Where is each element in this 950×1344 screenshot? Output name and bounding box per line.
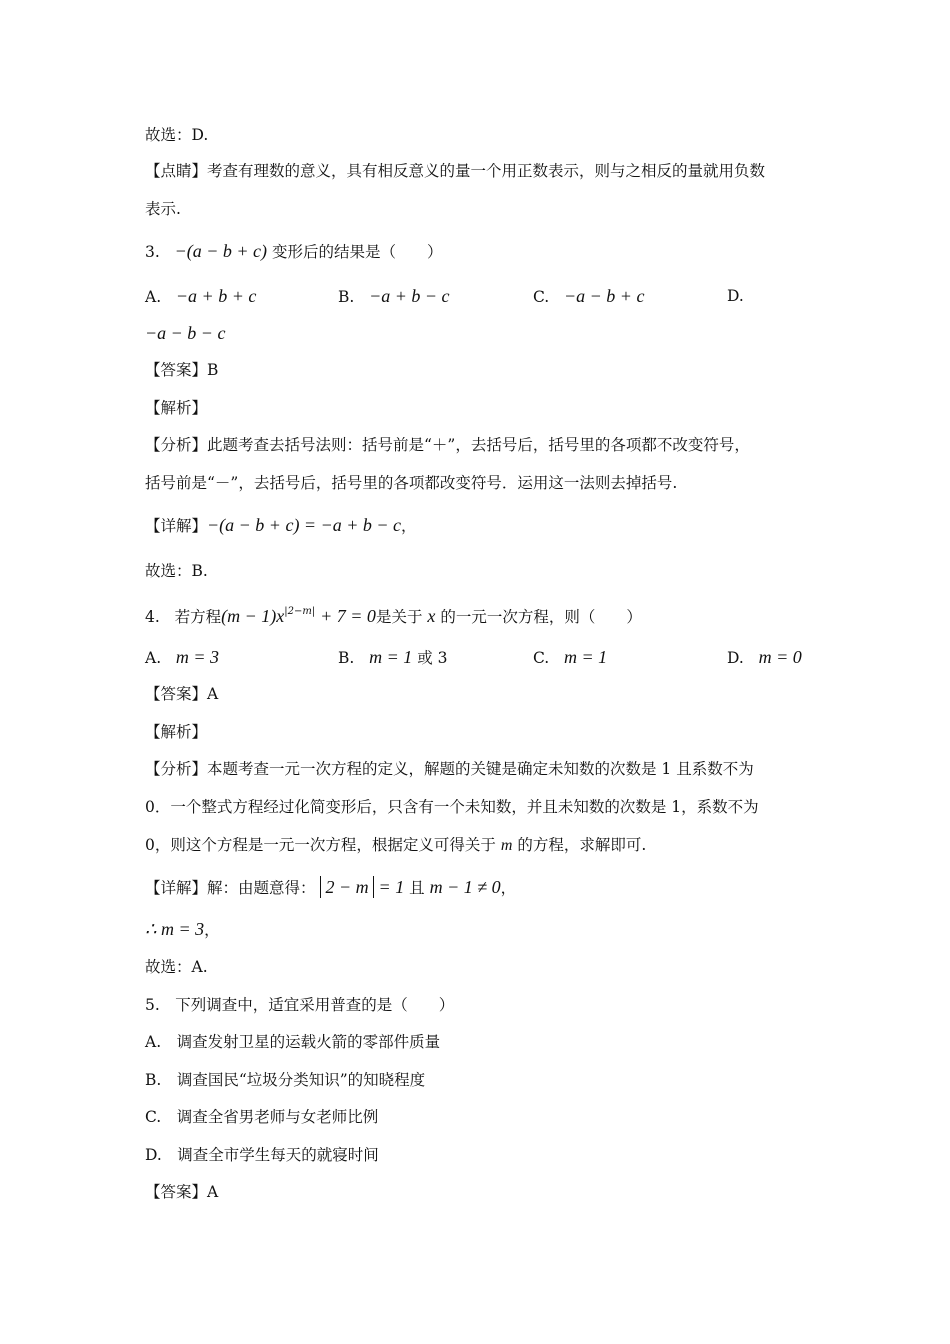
- fenxi-4-line-3: [145, 834, 646, 857]
- answer-5: 【答案】A: [145, 1183, 219, 1201]
- dianjing-line-2: 表示.: [145, 200, 181, 218]
- option-math: −a + b + c: [175, 286, 257, 306]
- option-d: [727, 646, 802, 669]
- punct: ，: [500, 879, 517, 897]
- option-d-value: [145, 322, 225, 345]
- punct: ，: [401, 517, 417, 535]
- jiexi-3: 【解析】: [145, 399, 208, 417]
- option-label: A.: [145, 288, 162, 306]
- jiexi-4: 【解析】: [145, 723, 208, 741]
- therefore-4: [145, 918, 220, 941]
- question-number: 4.: [145, 608, 160, 626]
- question-3: [145, 240, 442, 263]
- math-var: x: [427, 606, 436, 626]
- option-label: A.: [145, 649, 162, 667]
- option-label: B.: [338, 649, 355, 667]
- fenxi-4-line-2: 0．一个整式方程经过化简变形后，只含有一个未知数，并且未知数的次数是 1，系数不为: [145, 798, 759, 816]
- xiangjie-3: [145, 514, 417, 537]
- answer-3: 【答案】B: [145, 361, 219, 379]
- math-expression: + 7 = 0: [320, 606, 376, 626]
- option-label: D.: [727, 287, 744, 305]
- option-math: −a + b − c: [369, 286, 450, 306]
- math-expression: = 1: [378, 877, 405, 897]
- option-b: B. 调查国民“垃圾分类知识”的知晓程度: [145, 1071, 426, 1089]
- xiangjie-label: 【详解】: [145, 517, 208, 535]
- option-label: C.: [533, 288, 550, 306]
- question-text: 变形后的结果是（ ）: [271, 243, 443, 261]
- math-expression: −(a − b + c) = −a + b − c: [207, 515, 402, 535]
- question-number: 3.: [145, 243, 160, 261]
- guxuan-3: 故选：B.: [145, 562, 208, 580]
- fenxi-4-line-1: 【分析】本题考查一元一次方程的定义，解题的关键是确定未知数的次数是 1 且系数不为: [145, 760, 754, 778]
- option-b: [338, 646, 448, 669]
- option-label: C.: [533, 649, 550, 667]
- option-label: D.: [727, 649, 744, 667]
- option-math: −a − b + c: [564, 286, 645, 306]
- option-c: C. 调查全省男老师与女老师比例: [145, 1108, 379, 1126]
- math-exponent: |2−m|: [284, 606, 316, 617]
- option-math: m = 1: [564, 647, 608, 667]
- dianjing-line-1: 【点睛】考查有理数的意义，具有相反意义的量一个用正数表示，则与之相反的量就用负数: [145, 162, 766, 180]
- option-math: −a − b − c: [145, 323, 226, 343]
- math-expression: m − 1 ≠ 0: [429, 877, 501, 897]
- option-d: D. 调查全市学生每天的就寝时间: [145, 1146, 379, 1164]
- xiangjie-label: 【详解】解：由题意得：: [145, 879, 316, 897]
- xiangjie-4: [145, 876, 516, 899]
- option-a: [145, 285, 256, 308]
- option-a: A. 调查发射卫星的运载火箭的零部件质量: [145, 1033, 441, 1051]
- fenxi-3-line-2: 括号前是“－”，去括号后，括号里的各项都改变符号．运用这一法则去掉括号.: [145, 474, 678, 492]
- option-a: [145, 646, 219, 669]
- question-text: 的一元一次方程，则（ ）: [440, 608, 642, 626]
- answer-4: 【答案】A: [145, 685, 219, 703]
- option-c: [533, 646, 607, 669]
- question-4: [145, 601, 642, 628]
- punct: ，: [204, 921, 220, 939]
- math-expression: ∴ m = 3: [145, 919, 205, 939]
- question-text: 是关于: [375, 608, 423, 626]
- text: 且: [409, 879, 425, 897]
- text: 的方程，求解即可.: [517, 836, 647, 854]
- option-text: 或 3: [417, 649, 448, 667]
- math-expression: −(a − b + c): [174, 241, 267, 261]
- fenxi-3-line-1: 【分析】此题考查去括号法则：括号前是“＋”，去括号后，括号里的各项都不改变符号，: [145, 436, 750, 454]
- text-line-guxuan-d: 故选：D.: [145, 126, 209, 144]
- guxuan-4: 故选：A.: [145, 958, 208, 976]
- option-b: [338, 285, 450, 308]
- option-c: [533, 285, 644, 308]
- math-expression: (m − 1): [221, 606, 277, 626]
- question-text: 若方程: [174, 608, 222, 626]
- option-math: m = 0: [758, 647, 802, 667]
- math-var: m: [500, 837, 513, 854]
- option-label: B.: [338, 288, 355, 306]
- absolute-value: 2 − m: [320, 876, 373, 898]
- question-5: 5. 下列调查中，适宜采用普查的是（ ）: [145, 996, 455, 1014]
- option-d: [727, 285, 744, 307]
- option-math: m = 1: [369, 647, 413, 667]
- text: 0，则这个方程是一元一次方程，根据定义可得关于: [145, 836, 496, 854]
- math-var: x: [276, 606, 285, 626]
- option-math: m = 3: [175, 647, 220, 667]
